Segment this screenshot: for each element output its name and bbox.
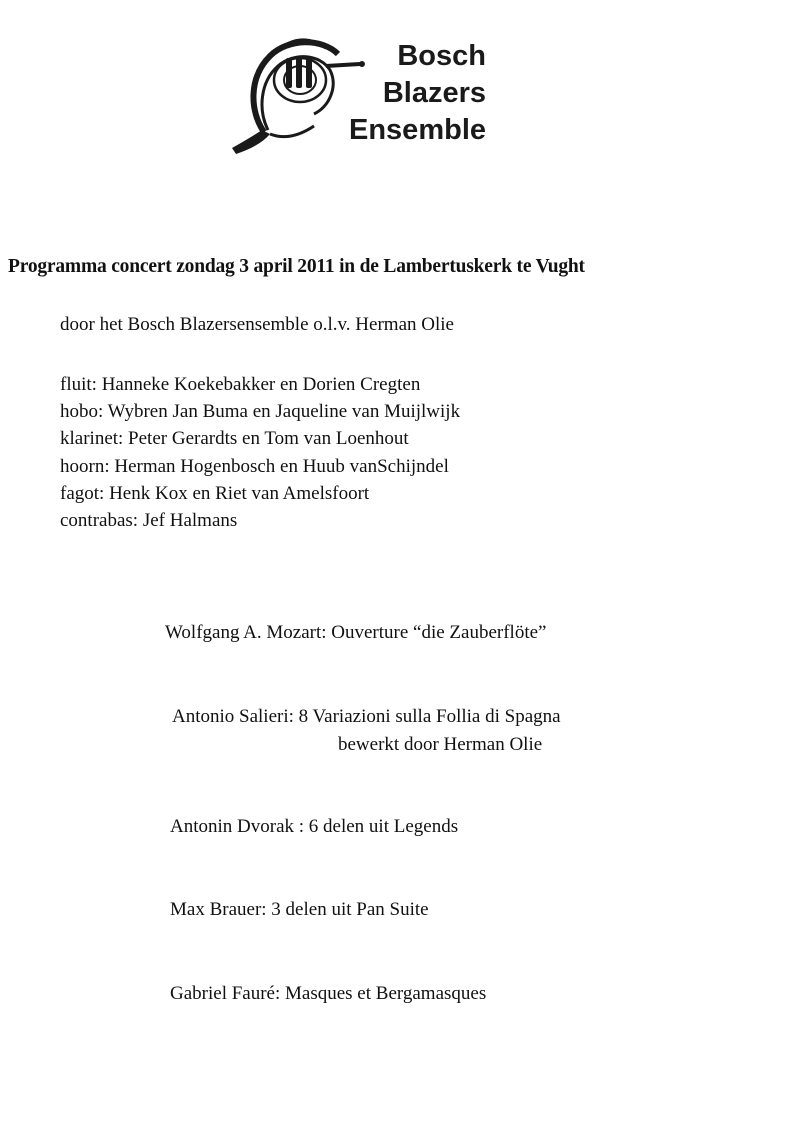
list-item: klarinet: Peter Gerardts en Tom van Loenhout: [60, 428, 409, 450]
list-item: hobo: Wybren Jan Buma en Jaqueline van Muijlwijk: [60, 401, 461, 423]
program-item: Antonin Dvorak : 6 delen uit Legends: [170, 816, 459, 837]
conductor-line: door het Bosch Blazersensemble o.l.v. Herman Olie: [60, 314, 454, 335]
ensemble-logo: [230, 30, 490, 160]
list-item: fluit: Hanneke Koekebakker en Dorien Cregten: [60, 374, 421, 395]
program-item: Antonio Salieri: 8 Variazioni sulla Follia di Spagna: [172, 706, 561, 727]
page-title: Programma concert zondag 3 april 2011 in de Lambertuskerk te Vught: [8, 256, 585, 277]
program-item: Wolfgang A. Mozart: Ouverture “die Zauberflöte”: [165, 622, 547, 643]
logo-line: Bosch: [397, 40, 486, 72]
list-item: hoorn: Herman Hogenbosch en Huub vanSchijndel: [60, 455, 449, 477]
program-item: Max Brauer: 3 delen uit Pan Suite: [170, 899, 429, 920]
musician-list: [60, 371, 460, 534]
list-item: fagot: Henk Kox en Riet van Amelsfoort: [60, 482, 370, 504]
logo-line: Blazers: [382, 77, 486, 109]
list-item: contrabas: Jef Halmans: [60, 510, 238, 532]
program-item-arranger: bewerkt door Herman Olie: [338, 734, 543, 755]
program-item: Gabriel Fauré: Masques et Bergamasques: [170, 983, 487, 1004]
logo-line: Ensemble: [349, 114, 486, 146]
logo-wordmark: [326, 38, 486, 149]
